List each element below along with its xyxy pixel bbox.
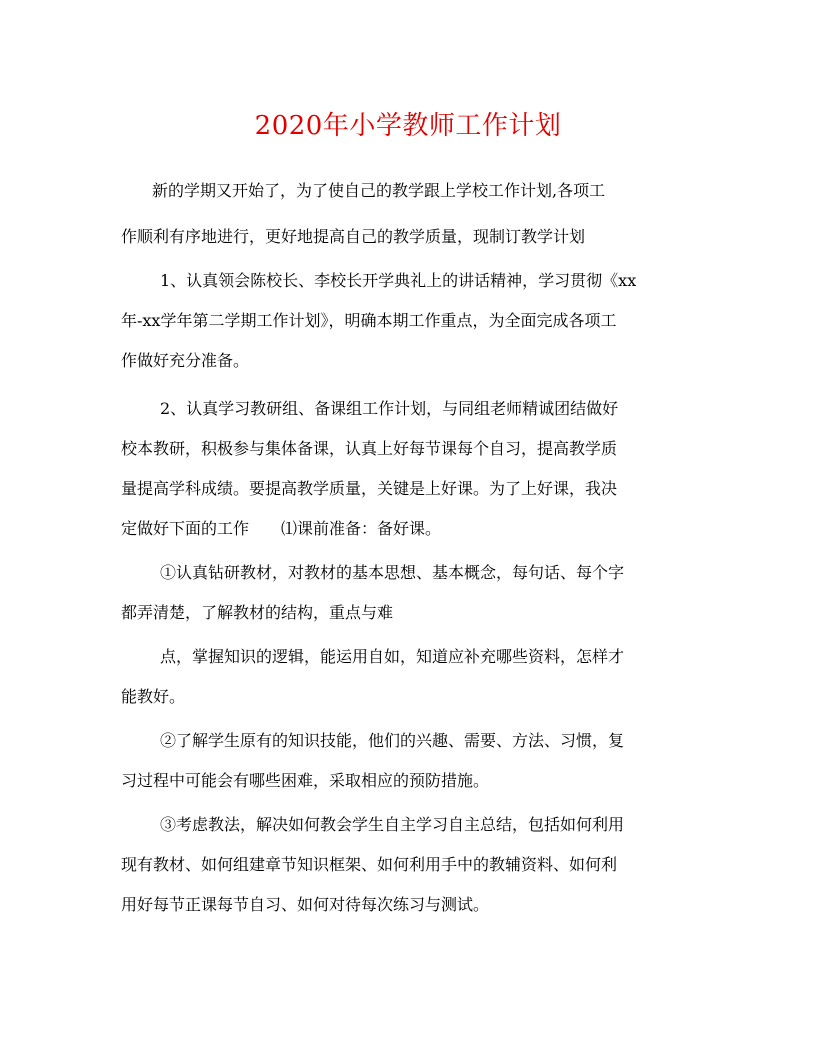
paragraph-line: 校本教研，积极参与集体备课，认真上好每节课每个自习，提高教学质 — [121, 439, 618, 458]
paragraph-line: ②了解学生原有的知识技能，他们的兴趣、需要、方法、习惯，复 — [160, 731, 625, 750]
paragraph-line: 定做好下面的工作 ⑴课前准备：备好课。 — [121, 519, 442, 538]
paragraph-line: 2、认真学习教研组、备课组工作计划，与同组老师精诚团结做好 — [160, 399, 619, 418]
paragraph-line: 作做好充分准备。 — [121, 351, 250, 370]
paragraph-line: ①认真钻研教材，对教材的基本思想、基本概念，每句话、每个字 — [160, 563, 625, 582]
paragraph-line: 习过程中可能会有哪些困难，采取相应的预防措施。 — [121, 771, 490, 790]
paragraph-line: ③考虑教法，解决如何教会学生自主学习自主总结，包括如何利用 — [160, 815, 625, 834]
paragraph-line: 现有教材、如何组建章节知识框架、如何利用手中的教辅资料、如何利 — [121, 855, 618, 874]
paragraph-line: 作顺利有序地进行，更好地提高自己的教学质量，现制订教学计划 — [121, 227, 586, 246]
paragraph-line: 都弄清楚，了解教材的结构，重点与难 — [121, 603, 394, 622]
paragraph-line: 1、认真领会陈校长、李校长开学典礼上的讲话精神，学习贯彻《xx — [160, 271, 637, 290]
paragraph-line: 量提高学科成绩。要提高教学质量，关键是上好课。为了上好课，我决 — [121, 479, 618, 498]
paragraph-line: 能教好。 — [121, 687, 186, 706]
paragraph-line: 用好每节正课每节自习、如何对待每次练习与测试。 — [121, 895, 490, 914]
paragraph-line: 新的学期又开始了，为了使自己的教学跟上学校工作计划,各项工 — [152, 181, 606, 200]
paragraph-line: 点，掌握知识的逻辑，能运用自如，知道应补充哪些资料，怎样才 — [160, 647, 625, 666]
paragraph-line: 年-xx学年第二学期工作计划》，明确本期工作重点，为全面完成各项工 — [121, 311, 617, 330]
document-title: 2020年小学教师工作计划 — [254, 111, 562, 141]
